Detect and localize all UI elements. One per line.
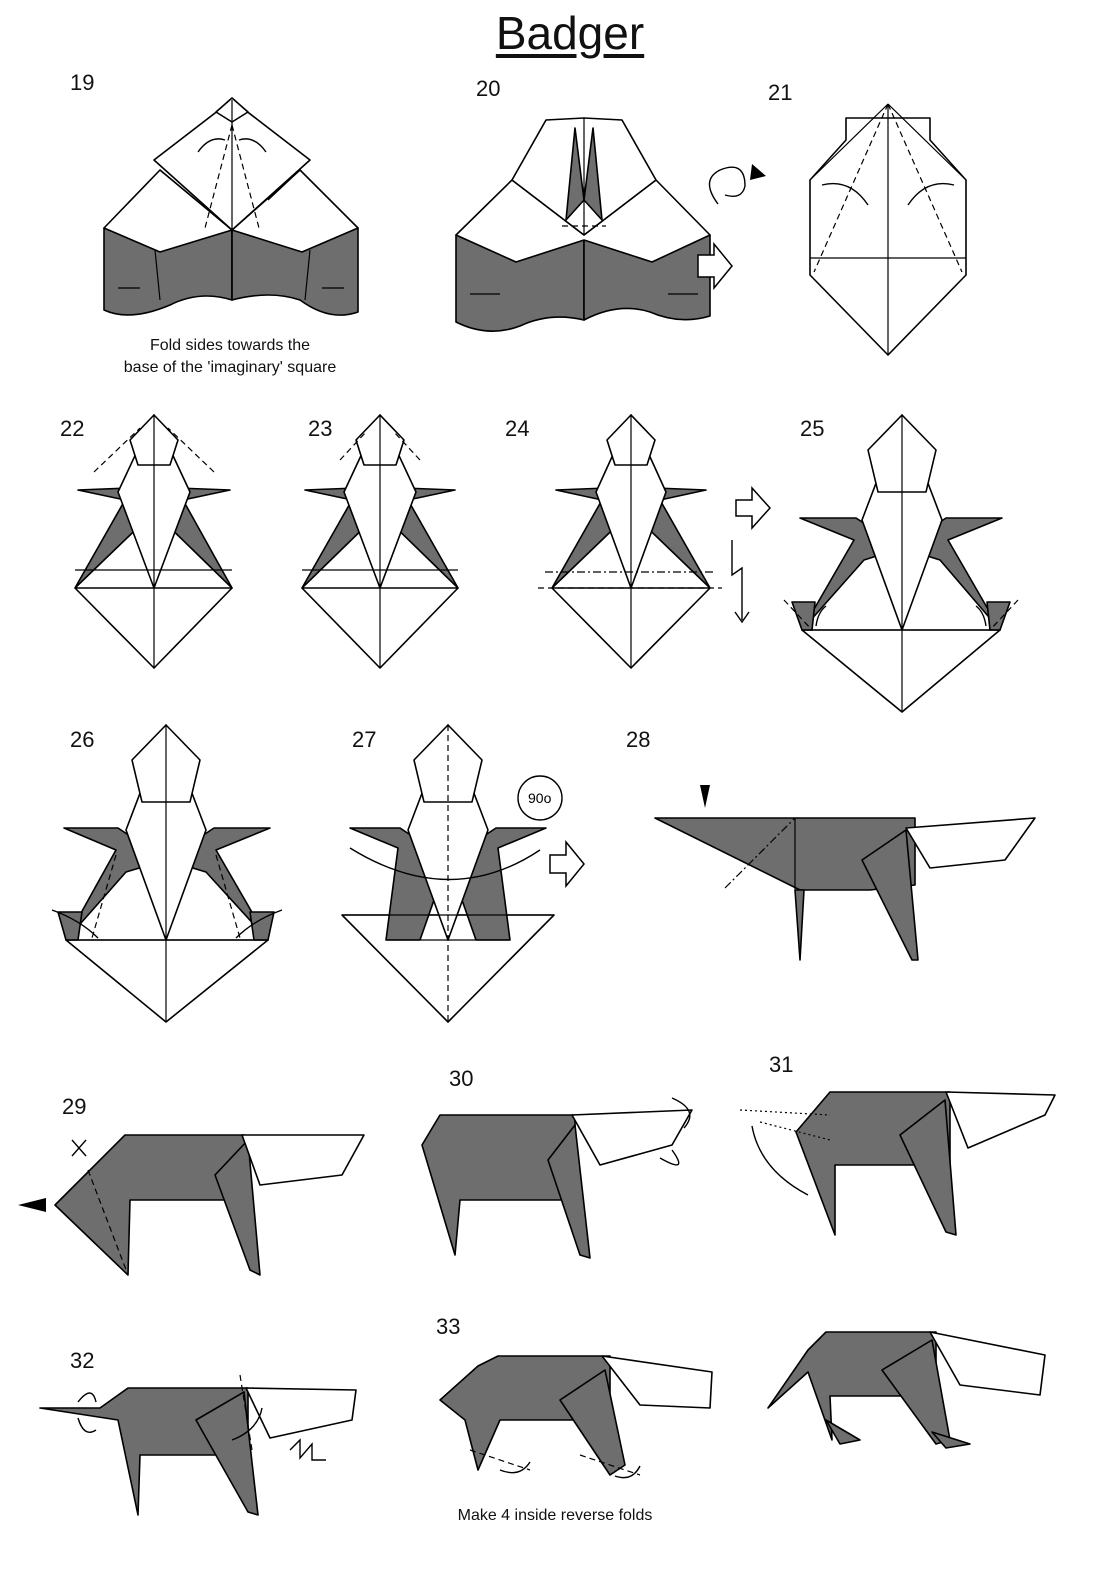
step-25-diagram [784,415,1018,712]
step-29-diagram [18,1135,364,1275]
step33-caption: Make 4 inside reverse folds [457,1507,653,1524]
step-number-25: 25 [800,416,825,441]
page-title: Badger [495,7,645,59]
fold-arrow-icon [500,1462,530,1473]
step-number-24: 24 [505,416,530,441]
next-step-arrow-icon [550,842,584,886]
step-22-diagram [75,415,232,668]
push-arrow-icon [18,1198,46,1212]
step-32-diagram [40,1375,356,1515]
step-number-19: 19 [70,70,95,95]
fold-arrow-icon [660,1150,679,1165]
step-number-20: 20 [476,76,501,101]
pleat-icon [732,540,742,620]
step-number-30: 30 [449,1066,474,1091]
step-number-29: 29 [62,1094,87,1119]
step-21-diagram [810,104,966,355]
next-step-arrow-icon [736,488,770,528]
step-28-diagram [655,785,1035,960]
step-number-31: 31 [769,1052,794,1077]
step19-caption-line1: Fold sides towards the [149,337,311,354]
step-number-32: 32 [70,1348,95,1373]
step-number-23: 23 [308,416,333,441]
step-number-22: 22 [60,416,85,441]
turn-over-icon [709,167,745,204]
step-31-diagram [740,1092,1055,1235]
push-arrow-icon [700,785,710,808]
rotation-label: 90o [528,790,552,806]
step-33-diagram [440,1356,712,1478]
step19-caption-line2: base of the 'imaginary' square [123,359,337,376]
step-19-diagram [104,98,358,315]
step-number-28: 28 [626,727,651,752]
cross-mark-icon [72,1140,86,1156]
step-30-diagram [422,1098,692,1258]
step-number-27: 27 [352,727,377,752]
step-27-diagram [342,725,584,1022]
step-24-diagram [538,415,770,668]
step-number-26: 26 [70,727,95,752]
pleat-icon [290,1440,326,1460]
step-number-33: 33 [436,1314,461,1339]
step-23-diagram [302,415,458,668]
step-20-diagram [456,118,766,331]
step-number-21: 21 [768,80,793,105]
final-badger-diagram [768,1332,1045,1448]
step-26-diagram [52,725,282,1022]
